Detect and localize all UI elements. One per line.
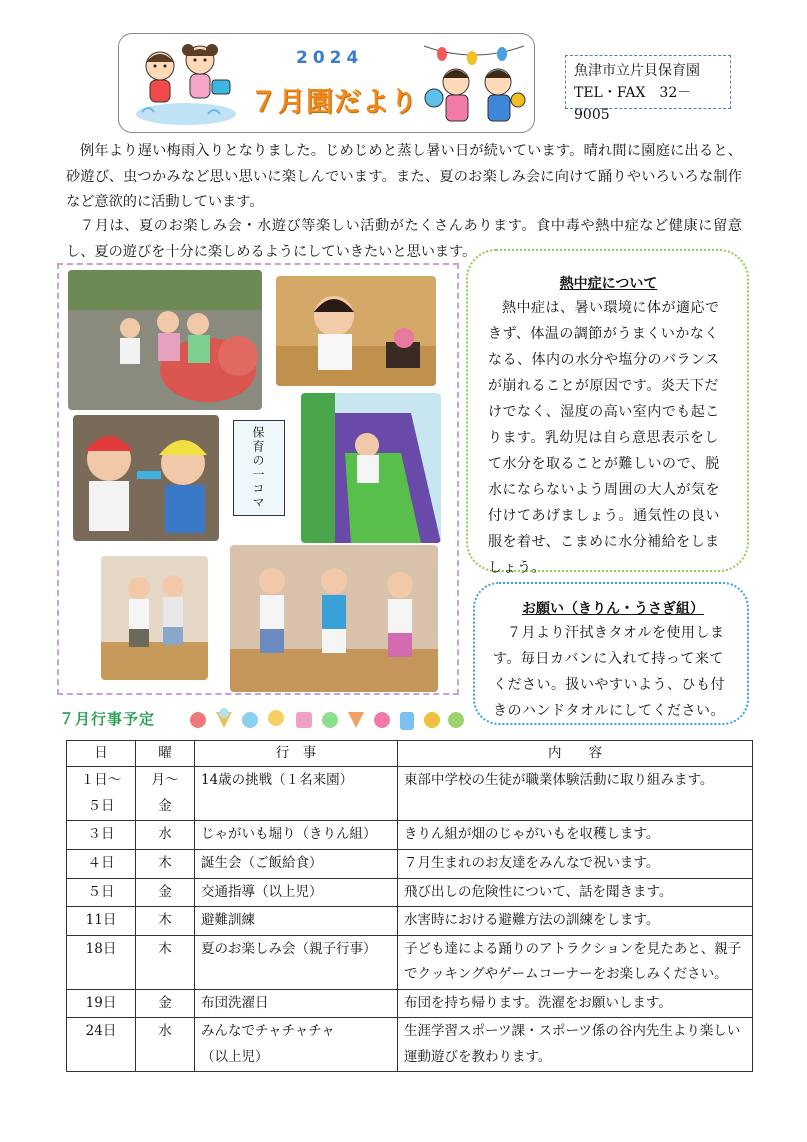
cell-day: 11日 xyxy=(67,907,136,936)
table-row xyxy=(67,850,753,879)
cell-detail: ７月生まれのお友達をみんなで祝います。 xyxy=(398,850,753,879)
page-title: ７月園だより xyxy=(250,87,418,118)
year-label: 2024 xyxy=(296,48,364,68)
request-box xyxy=(473,582,749,725)
schedule-heading: ７月行事予定 xyxy=(59,710,156,728)
column-header-detail: 内 容 xyxy=(398,741,753,767)
cell-detail: 布団を持ち帰ります。洗濯をお願いします。 xyxy=(398,989,753,1018)
cell-detail: きりん組が畑のじゃがいもを収穫します。 xyxy=(398,821,753,850)
cell-event: みんなでチャチャチャ （以上児） xyxy=(195,1018,398,1072)
photo-children-dancing-1 xyxy=(101,556,208,680)
cell-day: ３日 xyxy=(67,821,136,850)
intro-paragraph-2: ７月は、夏のお楽しみ会・水遊び等楽しい活動がたくさんあります。食中毒や熱中症など健康に留意し、夏の遊びを十分に楽しめるようにしていきたいと思います。 xyxy=(66,218,742,260)
school-info-box xyxy=(565,55,731,123)
cell-detail: 水害時における避難方法の訓練をします。 xyxy=(398,907,753,936)
request-body: ７月より汗拭きタオルを使用します。毎日カバンに入れて持って来てください。扱いやすいよう、ひも付きのハンドタオルにしてください。 xyxy=(493,625,725,719)
cell-event: 避難訓練 xyxy=(195,907,398,936)
cell-weekday: 水 xyxy=(136,1018,195,1072)
cell-weekday: 金 xyxy=(136,878,195,907)
request-title: お願い（きりん・うさぎ組） xyxy=(522,601,704,617)
table-row xyxy=(67,878,753,907)
school-contact: TEL・FAX 32－9005 xyxy=(574,85,692,123)
children-splashing-illustration xyxy=(128,40,240,128)
cell-weekday: 水 xyxy=(136,821,195,850)
cell-day: 24日 xyxy=(67,1018,136,1072)
cell-day: ４日 xyxy=(67,850,136,879)
photo-child-on-slide xyxy=(301,393,441,543)
heatstroke-body: 熱中症は、暑い環境に体が適応できず、体温の調節がうまくいかなくなる、体内の水分や塩分のバランスが崩れることが原因です。炎天下だけでなく、湿度の高い室内でも起こります。乳幼児は自ら意思表示をして水分を取ることが難しいので、脱水にならないよう周囲の大人が気を付けてあげましょう。通気性の良い服を着せ、こまめに水分補給をしましょう。 xyxy=(488,300,720,576)
schedule-table xyxy=(66,740,753,1072)
column-header-event: 行 事 xyxy=(195,741,398,767)
school-name: 魚津市立片貝保育園 xyxy=(574,63,700,79)
cell-event: じゃがいも堀り（きりん組） xyxy=(195,821,398,850)
photo-caption: 保育の一コマ xyxy=(233,420,285,516)
cell-detail: 生涯学習スポーツ課・スポーツ係の谷内先生より楽しい運動遊びを教わります。 xyxy=(398,1018,753,1072)
cell-detail: 東部中学校の生徒が職業体験活動に取り組みます。 xyxy=(398,767,753,821)
photo-children-playing-instruments xyxy=(73,415,219,541)
schedule-header-row xyxy=(67,741,753,767)
cell-detail: 子ども達による踊りのアトラクションを見たあと、親子でクッキングやゲームコーナーをお楽しみください。 xyxy=(398,935,753,989)
heatstroke-info-box xyxy=(466,249,749,576)
table-row xyxy=(67,935,753,989)
cell-weekday: 月～ 金 xyxy=(136,767,195,821)
table-row xyxy=(67,907,753,936)
intro-paragraph-1: 例年より遅い梅雨入りとなりました。じめじめと蒸し暑い日が続いています。晴れ間に園庭に出ると、砂遊び、虫つかみなど思い思いに楽しんでいます。また、夏のお楽しみ会に向けて踊りやいろいろな制作など意欲的に活動しています。 xyxy=(66,143,742,210)
table-row xyxy=(67,989,753,1018)
photo-children-dancing-2 xyxy=(230,545,438,692)
cell-weekday: 木 xyxy=(136,907,195,936)
cell-detail: 飛び出しの危険性について、話を聞きます。 xyxy=(398,878,753,907)
cell-day: 19日 xyxy=(67,989,136,1018)
summer-food-icons-row xyxy=(186,706,468,734)
summer-festival-children-illustration xyxy=(420,38,528,128)
heatstroke-title: 熱中症について xyxy=(559,276,658,292)
column-header-day: 日 xyxy=(67,741,136,767)
cell-weekday: 金 xyxy=(136,989,195,1018)
cell-event: 14歳の挑戦（１名来園） xyxy=(195,767,398,821)
table-row xyxy=(67,767,753,821)
cell-event: 交通指導（以上児） xyxy=(195,878,398,907)
cell-day: 18日 xyxy=(67,935,136,989)
table-row xyxy=(67,821,753,850)
cell-event: 布団洗濯日 xyxy=(195,989,398,1018)
cell-weekday: 木 xyxy=(136,850,195,879)
photo-children-on-ride xyxy=(68,270,262,410)
column-header-weekday: 曜 xyxy=(136,741,195,767)
cell-weekday: 木 xyxy=(136,935,195,989)
cell-event: 誕生会（ご飯給食） xyxy=(195,850,398,879)
cell-event: 夏のお楽しみ会（親子行事） xyxy=(195,935,398,989)
cell-day: １日～ ５日 xyxy=(67,767,136,821)
table-row xyxy=(67,1018,753,1072)
photo-child-crafting xyxy=(276,276,436,386)
cell-day: ５日 xyxy=(67,878,136,907)
